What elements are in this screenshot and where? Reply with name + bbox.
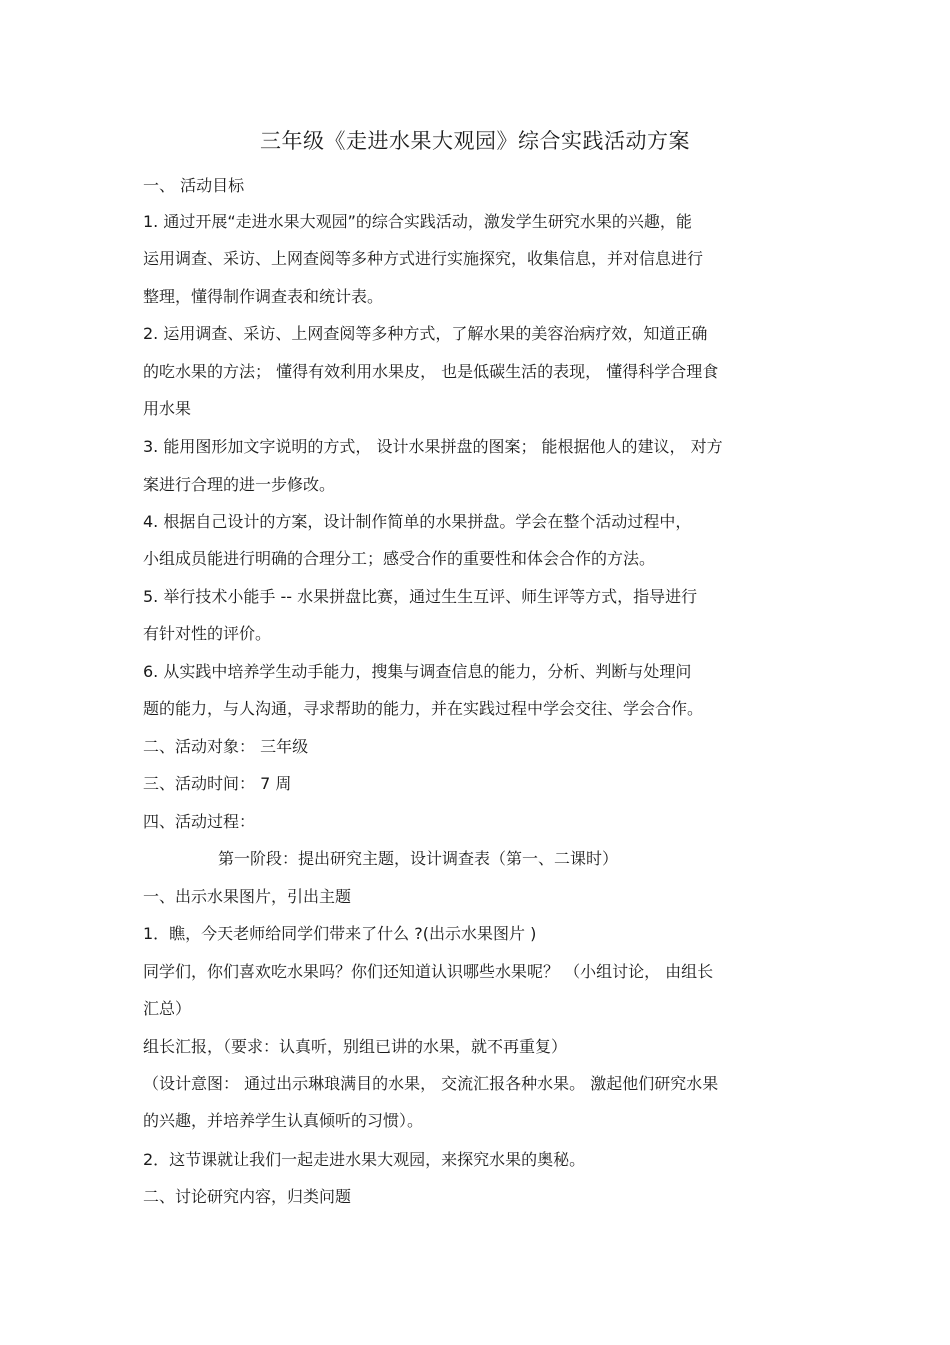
paragraph-line: 案进行合理的进一步修改。	[143, 475, 336, 494]
paragraph-line: 5. 举行技术小能手 -- 水果拼盘比赛，通过生生互评、师生评等方式，指导进行	[143, 587, 698, 606]
paragraph-line: 有针对性的评价。	[143, 624, 272, 643]
paragraph-line: 2．这节课就让我们一起走进水果大观园，来探究水果的奥秘。	[143, 1150, 586, 1169]
stage-heading: 第一阶段：提出研究主题，设计调查表（第一、二课时）	[218, 849, 619, 868]
paragraph-line: 小组成员能进行明确的合理分工；感受合作的重要性和体会合作的方法。	[143, 549, 656, 568]
paragraph-line: 用水果	[143, 399, 192, 418]
paragraph-line: （设计意图： 通过出示琳琅满目的水果， 交流汇报各种水果。 激起他们研究水果	[143, 1074, 719, 1093]
paragraph-line: 4. 根据自己设计的方案，设计制作简单的水果拼盘。学会在整个活动过程中，	[143, 512, 692, 531]
paragraph-line: 3. 能用图形加文字说明的方式， 设计水果拼盘的图案； 能根据他人的建议， 对方	[143, 437, 723, 456]
paragraph-line: 6. 从实践中培养学生动手能力，搜集与调查信息的能力，分析、判断与处理问	[143, 662, 692, 681]
section-heading: 四、活动过程：	[143, 812, 256, 831]
section-heading: 一、 活动目标	[143, 176, 245, 195]
paragraph-line: 题的能力，与人沟通，寻求帮助的能力，并在实践过程中学会交往、学会合作。	[143, 699, 704, 718]
paragraph-line: 运用调查、采访、上网查阅等多种方式进行实施探究，收集信息，并对信息进行	[143, 249, 704, 268]
paragraph-line: 1．瞧，今天老师给同学们带来了什么 ?(出示水果图片 )	[143, 924, 537, 943]
paragraph-line: 1. 通过开展“走进水果大观园”的综合实践活动，激发学生研究水果的兴趣，能	[143, 212, 692, 231]
section-heading: 二、讨论研究内容，归类问题	[143, 1187, 352, 1206]
document-title: 三年级《走进水果大观园》综合实践活动方案	[260, 129, 690, 153]
section-heading: 三、活动时间： 7 周	[143, 774, 292, 793]
paragraph-line: 同学们，你们喜欢吃水果吗？你们还知道认识哪些水果呢？ （小组讨论， 由组长	[143, 962, 714, 981]
section-heading: 一、出示水果图片，引出主题	[143, 887, 352, 906]
paragraph-line: 组长汇报，（要求：认真听，别组已讲的水果，就不再重复）	[143, 1037, 568, 1056]
section-heading: 二、活动对象： 三年级	[143, 737, 309, 756]
paragraph-line: 的兴趣，并培养学生认真倾听的习惯）。	[143, 1111, 424, 1130]
paragraph-line: 整理，懂得制作调查表和统计表。	[143, 287, 384, 306]
paragraph-line: 的吃水果的方法； 懂得有效利用水果皮， 也是低碳生活的表现， 懂得科学合理食	[143, 362, 719, 381]
paragraph-line: 2. 运用调查、采访、上网查阅等多种方式，了解水果的美容治病疗效，知道正确	[143, 324, 708, 343]
paragraph-line: 汇总）	[143, 999, 192, 1018]
